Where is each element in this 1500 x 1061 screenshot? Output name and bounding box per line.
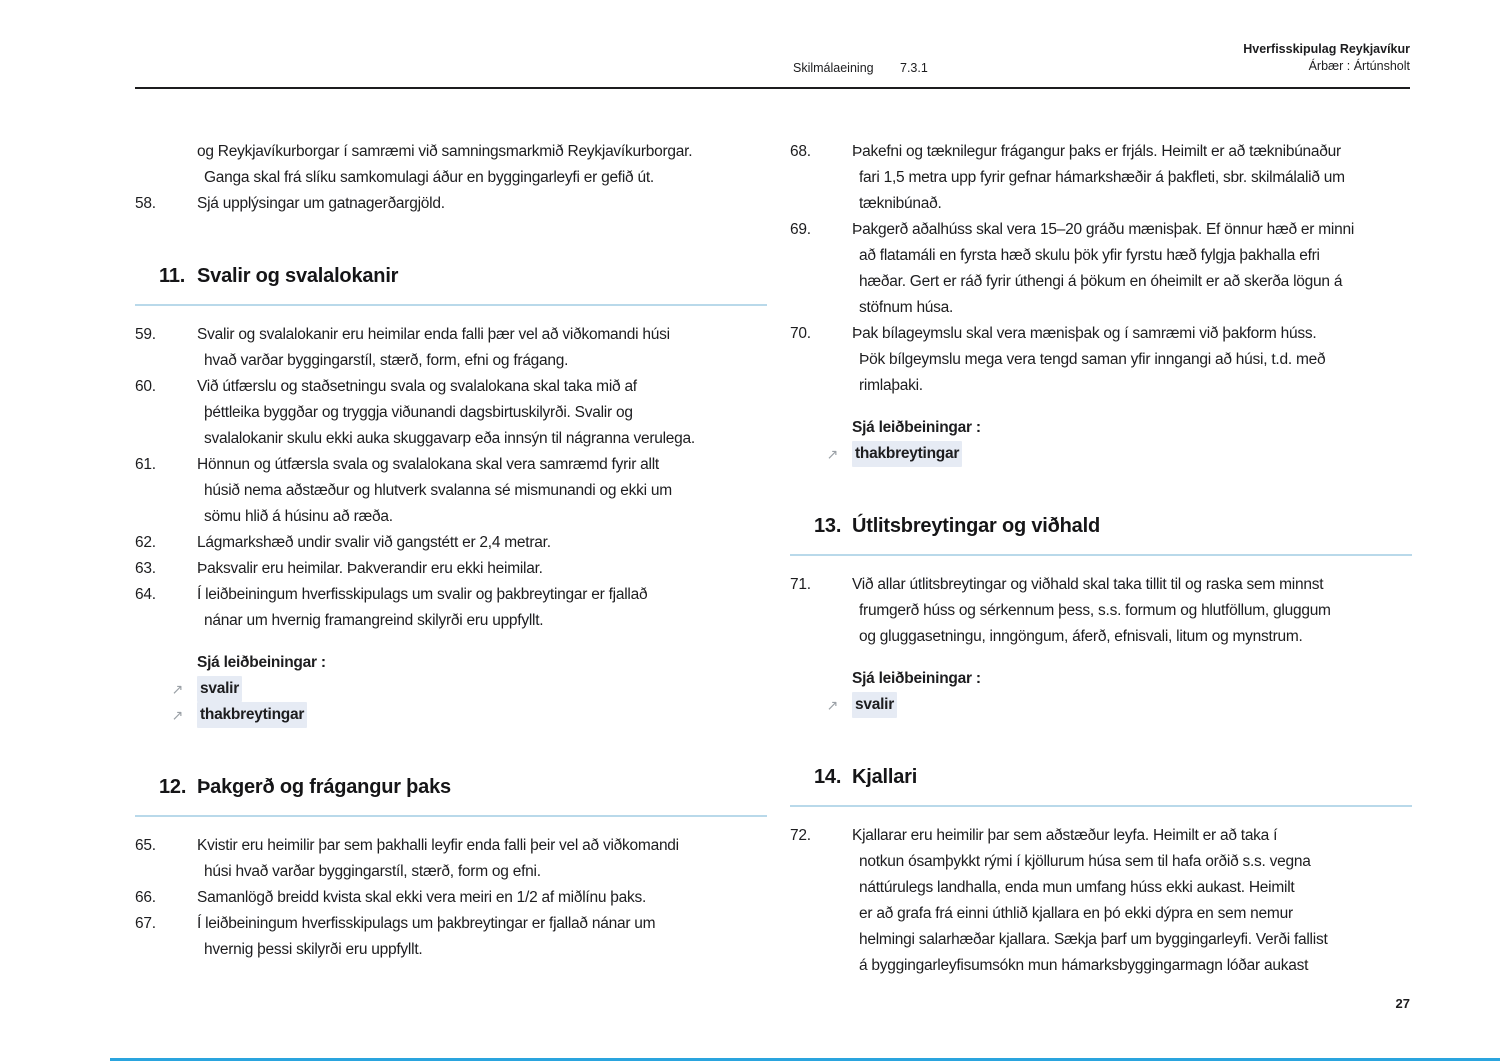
header-section-label: Skilmálaeining xyxy=(793,61,874,75)
guideline-link-label: svalir xyxy=(852,692,897,718)
clause-line: og gluggasetningu, inngöngum, áferð, efnisvali, litum og mynstrum. xyxy=(859,628,1303,645)
external-link-arrow-icon: ↗ xyxy=(826,697,838,713)
clause-line: Samanlögð breidd kvista skal ekki vera meiri en 1/2 af miðlínu þaks. xyxy=(197,889,647,906)
external-link-arrow-icon: ↗ xyxy=(826,446,838,462)
clause-line: nánar um hvernig framangreind skilyrði eru uppfyllt. xyxy=(204,612,544,629)
numbered-clause xyxy=(135,452,767,530)
clause-number: 72. xyxy=(790,827,811,844)
numbered-clause xyxy=(135,556,767,582)
guideline-link-label: thakbreytingar xyxy=(852,441,962,467)
clause-text xyxy=(197,833,767,885)
numbered-clause xyxy=(135,191,767,217)
section-number: 11. xyxy=(159,265,186,287)
numbered-clause xyxy=(790,139,1412,217)
clause-line: og Reykjavíkurborgar í samræmi við samningsmarkmið Reykjavíkurborgar. xyxy=(197,143,693,160)
numbered-clause xyxy=(135,833,767,885)
guideline-link-thakbreytingar[interactable] xyxy=(790,441,1412,467)
clause-line: náttúrulegs landhalla, enda mun umfang húss ekki aukast. Heimilt xyxy=(859,879,1295,896)
external-link-arrow-icon: ↗ xyxy=(171,707,183,723)
clause-line: Þakgerð aðalhúss skal vera 15–20 gráðu mænisþak. Ef önnur hæð er minni xyxy=(852,221,1355,238)
guideline-link-svalir[interactable] xyxy=(135,676,767,702)
section-number: 13. xyxy=(814,515,842,537)
clause-continuation xyxy=(135,139,767,191)
clause-text xyxy=(852,823,1412,979)
clause-line: Lágmarkshæð undir svalir við gangstétt er 2,4 metrar. xyxy=(197,534,551,551)
clause-line: hvernig þessi skilyrði eru uppfyllt. xyxy=(204,941,423,958)
guidelines-links xyxy=(135,650,767,728)
section-title: Þakgerð og frágangur þaks xyxy=(197,776,451,798)
guidelines-label: Sjá leiðbeiningar : xyxy=(852,419,981,436)
header-section-number: 7.3.1 xyxy=(900,61,928,75)
guidelines-label: Sjá leiðbeiningar : xyxy=(852,670,981,687)
clause-line: Í leiðbeiningum hverfisskipulags um þakbreytingar er fjallað nánar um xyxy=(197,915,656,932)
clause-line: svalalokanir skulu ekki auka skuggavarp eða innsýn til nágranna verulega. xyxy=(204,430,695,447)
clause-text xyxy=(197,139,767,191)
clause-line: fari 1,5 metra upp fyrir gefnar hámarkshæðir á þakfleti, sbr. skilmálalið um xyxy=(859,169,1345,186)
clause-text xyxy=(197,556,767,582)
clause-line: notkun ósamþykkt rými í kjöllurum húsa sem til hafa orðið s.s. vegna xyxy=(859,853,1311,870)
header-rule xyxy=(135,87,1410,89)
clause-line: Við útfærslu og staðsetningu svala og svalalokana skal taka mið af xyxy=(197,378,637,395)
clause-text xyxy=(852,217,1412,321)
section-number: 12. xyxy=(159,776,187,798)
numbered-clause xyxy=(135,322,767,374)
clause-line: Hönnun og útfærsla svala og svalalokana skal vera samræmd fyrir allt xyxy=(197,456,659,473)
column-right xyxy=(790,139,1412,979)
section-rule xyxy=(135,815,767,817)
section-heading xyxy=(790,762,1412,807)
column-left xyxy=(135,139,767,963)
section-title: Svalir og svalalokanir xyxy=(197,265,399,287)
clause-number: 64. xyxy=(135,586,156,603)
clause-line: hvað varðar byggingarstíl, stærð, form, efni og frágang. xyxy=(204,352,569,369)
section-heading xyxy=(135,261,767,306)
numbered-clause xyxy=(135,885,767,911)
clause-text xyxy=(197,911,767,963)
clause-number: 61. xyxy=(135,456,156,473)
section-heading-row xyxy=(790,762,1412,792)
guideline-link-thakbreytingar[interactable] xyxy=(135,702,767,728)
header-document-title: Hverfisskipulag Reykjavíkur xyxy=(1243,42,1410,56)
guideline-link-label: thakbreytingar xyxy=(197,702,307,728)
clause-line: Kjallarar eru heimilir þar sem aðstæður leyfa. Heimilt er að taka í xyxy=(852,827,1278,844)
clause-number: 65. xyxy=(135,837,156,854)
external-link-arrow-icon: ↗ xyxy=(171,681,183,697)
section-heading-row xyxy=(790,511,1412,541)
clause-line: helmingi salarhæðar kjallara. Sækja þarf um byggingarleyfi. Verði fallist xyxy=(859,931,1328,948)
numbered-clause xyxy=(135,582,767,634)
clause-text xyxy=(852,572,1412,650)
clause-line: Þakefni og tæknilegur frágangur þaks er frjáls. Heimilt er að tæknibúnaður xyxy=(852,143,1341,160)
clause-text xyxy=(197,452,767,530)
numbered-clause xyxy=(790,823,1412,979)
clause-number: 67. xyxy=(135,915,156,932)
clause-text xyxy=(197,374,767,452)
guidelines-links xyxy=(790,666,1412,718)
clause-line: Kvistir eru heimilir þar sem þakhalli leyfir enda falli þeir vel að viðkomandi xyxy=(197,837,679,854)
clause-line: á byggingarleyfisumsókn mun hámarksbyggingarmagn lóðar aukast xyxy=(859,957,1309,974)
numbered-clause xyxy=(135,911,767,963)
clause-line: Þök bílgeymslu mega vera tengd saman yfir inngangi að húsi, t.d. með xyxy=(859,351,1326,368)
header-district-subtitle: Árbær : Ártúnsholt xyxy=(1308,59,1410,73)
clause-number: 68. xyxy=(790,143,811,160)
clause-text xyxy=(197,582,767,634)
clause-line: Í leiðbeiningum hverfisskipulags um svalir og þakbreytingar er fjallað xyxy=(197,586,648,603)
clause-number: 59. xyxy=(135,326,156,343)
numbered-clause xyxy=(790,217,1412,321)
clause-line: er að grafa frá einni úthlið kjallara en þó ekki dýpra en sem nemur xyxy=(859,905,1293,922)
clause-line: Þak bílageymslu skal vera mænisþak og í samræmi við þakform húss. xyxy=(852,325,1317,342)
clause-line: Sjá upplýsingar um gatnagerðargjöld. xyxy=(197,195,445,212)
section-rule xyxy=(135,304,767,306)
clause-line: hæðar. Gert er ráð fyrir úthengi á þökum en óheimilt er að skerða lögun á xyxy=(859,273,1343,290)
section-number: 14. xyxy=(814,766,842,788)
clause-text xyxy=(852,139,1412,217)
guidelines-label: Sjá leiðbeiningar : xyxy=(197,654,326,671)
clause-number: 60. xyxy=(135,378,156,395)
clause-line: rimlaþaki. xyxy=(859,377,923,394)
clause-number: 62. xyxy=(135,534,156,551)
clause-line: þéttleika byggðar og tryggja viðunandi dagsbirtuskilyrði. Svalir og xyxy=(204,404,633,421)
section-heading xyxy=(790,511,1412,556)
clause-number: 69. xyxy=(790,221,811,238)
section-heading xyxy=(135,772,767,817)
section-title: Kjallari xyxy=(852,766,918,788)
clause-line: húsi hvað varðar byggingarstíl, stærð, form og efni. xyxy=(204,863,541,880)
clause-text xyxy=(197,885,767,911)
clause-line: Þaksvalir eru heimilar. Þakverandir eru ekki heimilar. xyxy=(197,560,543,577)
clause-text xyxy=(852,321,1412,399)
clause-text xyxy=(197,191,767,217)
clause-line: Ganga skal frá slíku samkomulagi áður en byggingarleyfi er gefið út. xyxy=(204,169,654,186)
clause-line: Við allar útlitsbreytingar og viðhald skal taka tillit til og raska sem minnst xyxy=(852,576,1324,593)
clause-number xyxy=(135,139,197,191)
clause-number: 66. xyxy=(135,889,156,906)
section-heading-row xyxy=(135,772,767,802)
guideline-link-label: svalir xyxy=(197,676,242,702)
numbered-clause xyxy=(135,530,767,556)
clause-line: frumgerð húss og sérkennum þess, s.s. formum og hlutföllum, gluggum xyxy=(859,602,1331,619)
clause-number: 58. xyxy=(135,195,156,212)
clause-number: 71. xyxy=(790,576,811,593)
guidelines-links xyxy=(790,415,1412,467)
section-title: Útlitsbreytingar og viðhald xyxy=(852,515,1100,537)
header-right xyxy=(1243,41,1410,75)
clause-line: að flatamáli en fyrsta hæð skulu þök yfir fyrstu hæð fylgja þakhalla efri xyxy=(859,247,1320,264)
numbered-clause xyxy=(135,374,767,452)
clause-text xyxy=(197,530,767,556)
clause-line: húsið nema aðstæður og hlutverk svalanna sé mismunandi og ekki um xyxy=(204,482,672,499)
clause-number: 70. xyxy=(790,325,811,342)
page-number: 27 xyxy=(1395,996,1410,1011)
clause-line: tæknibúnað. xyxy=(859,195,942,212)
clause-line: stöfnum húsa. xyxy=(859,299,954,316)
section-heading-row xyxy=(135,261,767,291)
clause-line: Svalir og svalalokanir eru heimilar enda falli þær vel að viðkomandi húsi xyxy=(197,326,670,343)
clause-line: sömu hlið á húsinu að ræða. xyxy=(204,508,393,525)
guideline-link-svalir[interactable] xyxy=(790,692,1412,718)
section-rule xyxy=(790,805,1412,807)
numbered-clause xyxy=(790,321,1412,399)
clause-text xyxy=(197,322,767,374)
clause-number: 63. xyxy=(135,560,156,577)
section-rule xyxy=(790,554,1412,556)
numbered-clause xyxy=(790,572,1412,650)
